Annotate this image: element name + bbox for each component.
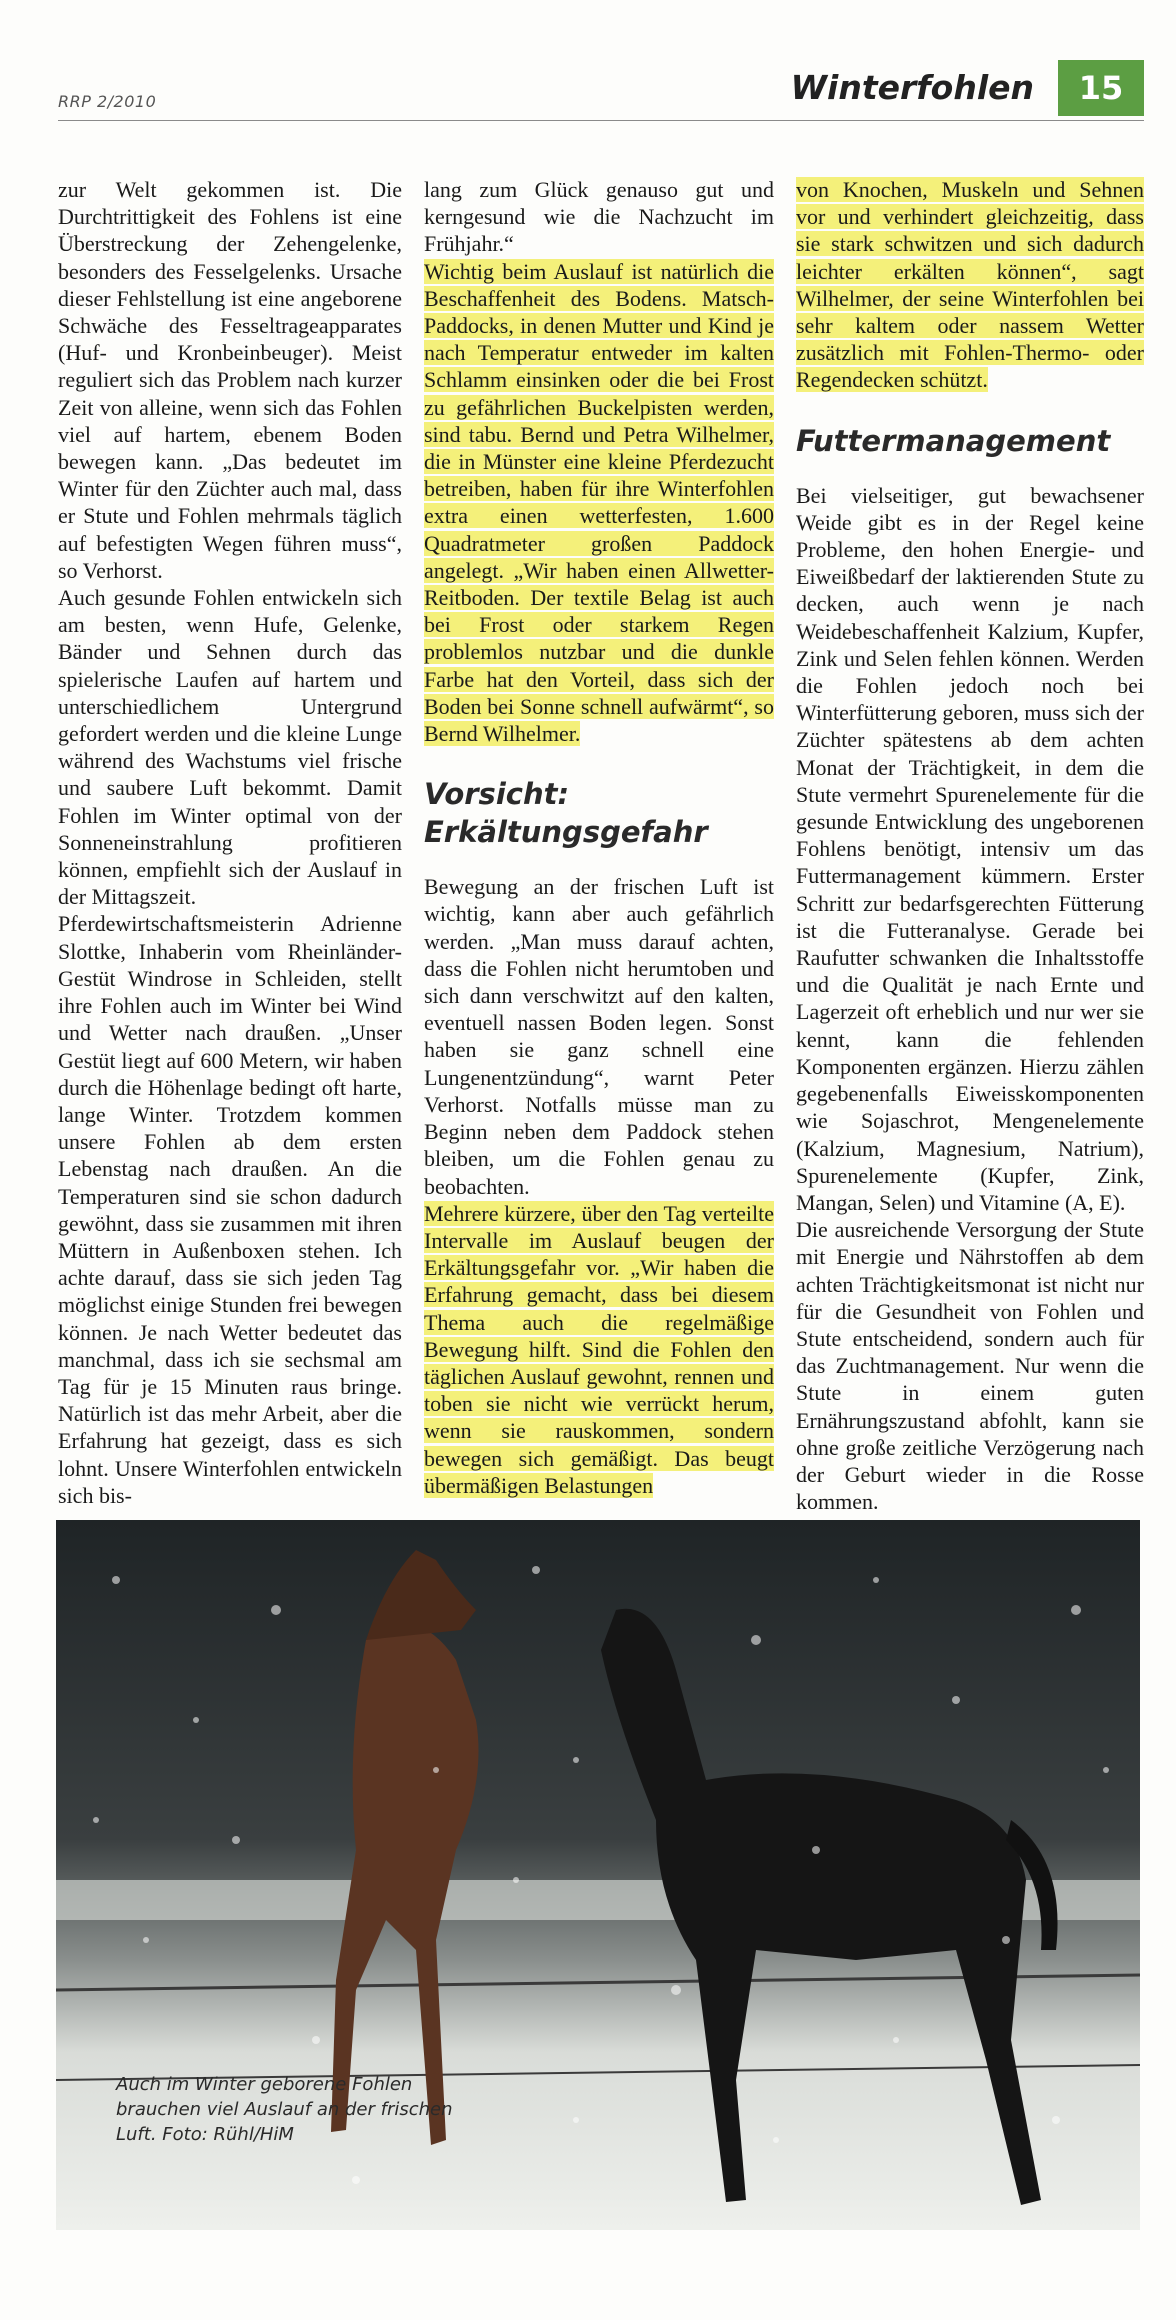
paragraph: Die ausreichende Versorgung der Stute mit Energie und Nährstoffen ab dem achten Trächtigkeitsmonat ist nicht nur für die Gesundheit von Fohlen und Stute entscheidend, sondern auch für das Zuchtmanagement. Nur wenn die Stute in einem guten Ernährungszustand abfohlt, kann sie ohne große zeitliche Verzögerung nach der Geburt wieder in die Rosse kommen.: [796, 1217, 1144, 1515]
paragraph: Auch gesunde Fohlen entwickeln sich am besten, wenn Hufe, Gelenke, Bänder und Sehnen durch das spielerische Laufen auf hartem und unterschiedlichem Untergrund gefordert werden und die kleine Lunge während des Wachstums viel frische und saubere Luft bekommt. Damit Fohlen im Winter optimal von der Sonneneinstrahlung profitieren können, empfiehlt sich der Auslauf in der Mittagszeit.: [58, 585, 402, 910]
photo-foals-in-snow: [56, 1520, 1140, 2230]
page-number-badge: 15: [1058, 60, 1144, 116]
page-header: [58, 60, 1144, 121]
highlighted-text: Wichtig beim Auslauf ist natürlich die Beschaffenheit des Bodens. Matsch-Paddocks, in denen Mutter und Kind je nach Temperatur entweder im kalten Schlamm einsinken oder die bei Frost zu gefährlichen Buckelpisten werden, sind tabu. Bernd und Petra Wilhelmer, die in Münster eine kleine Pferdezucht betreiben, haben für ihre Winterfohlen extra einen wetterfesten, 1.600 Quadratmeter großen Paddock angelegt. „Wir haben einen Allwetter-Reitboden. Der textile Belag ist auch bei Frost oder starkem Regen problemlos nutzbar und die dunkle Farbe hat den Vorteil, dass sich der Boden bei Sonne schnell aufwärmt“, so Bernd Wilhelmer.: [424, 258, 774, 747]
paragraph-text: lang zum Glück genauso gut und kerngesund wie die Nachzucht im Frühjahr.“: [424, 177, 774, 257]
paragraph: zur Welt gekommen ist. Die Durchtrittigkeit des Fohlens ist eine Überstreckung der Zehengelenke, besonders des Fesselgelenks. Ursache dieser Fehlstellung ist eine angeborene Schwäche des Fesseltrageapparates (Huf- und Kronbeinbeuger). Meist reguliert sich das Problem nach kurzer Zeit von alleine, wenn sich das Fohlen viel auf hartem, ebenem Boden bewegen kann. „Das bedeutet im Winter für den Züchter auch mal, dass er Stute und Fohlen mehrmals täglich auf befestigten Wegen führen muss“, so Verhorst.: [58, 177, 402, 583]
text-column-2: [424, 176, 774, 1499]
paragraph: Bewegung an der frischen Luft ist wichtig, kann aber auch gefährlich werden. „Man muss darauf achten, dass die Fohlen nicht herumtoben und sich dann verschwitzt auf den kalten, eventuell nassen Boden legen. Sonst haben sie ganz schnell eine Lungenentzündung“, warnt Peter Verhorst. Notfalls müsse man zu Beginn neben dem Paddock stehen bleiben, um die Fohlen genau zu beobachten.: [424, 874, 774, 1199]
highlighted-text: Mehrere kürzere, über den Tag verteilte Intervalle im Auslauf beugen der Erkältungsgefahr vor. „Wir haben die Erfahrung gemacht, dass bei diesem Thema auch die regelmäßige Bewegung hilft. Sind die Fohlen den täglichen Auslauf gewohnt, rennen und toben sie nicht wie verrückt herum, wenn sie rauskommen, sondern bewegen sich gemäßigt. Das beugt übermäßigen Belastungen: [424, 1200, 774, 1498]
issue-label: RRP 2/2010: [58, 92, 157, 111]
paragraph: Pferdewirtschaftsmeisterin Adrienne Slottke, Inhaberin vom Rheinländer-Gestüt Windrose in Schleiden, stellt ihre Fohlen auch im Winter bei Wind und Wetter nach draußen. „Unser Gestüt liegt auf 600 Metern, wir haben durch die Höhenlage bedingt oft harte, lange Winter. Trotzdem kommen unsere Fohlen ab dem ersten Lebenstag nach draußen. An die Temperaturen sind sie schon dadurch gewöhnt, dass sie zusammen mit ihren Müttern in Außenboxen stehen. Ich achte darauf, dass sie sich jeden Tag möglichst einige Stunden frei bewegen können. Je nach Wetter bedeutet das manchmal, dass ich sie sechsmal am Tag für je 15 Minuten raus bringe. Natürlich ist das mehr Arbeit, aber die Erfahrung hat gezeigt, dass es sich lohnt. Unsere Winterfohlen entwickeln sich bis-: [58, 911, 402, 1508]
paragraph: [424, 258, 774, 748]
paragraph: [424, 1200, 774, 1499]
photo-caption: Auch im Winter geborene Fohlen brauchen viel Auslauf an der frischen Luft. Foto: Rühl/HiM: [116, 2074, 453, 2145]
highlighted-text: von Knochen, Muskeln und Sehnen vor und verhindert gleichzeitig, dass sie stark schwitzen und sich dadurch leichter erkälten können“, sagt Wilhelmer, der seine Winterfohlen bei sehr kaltem oder nassem Wetter zusätzlich mit Fohlen-Thermo- oder Regendecken schützt.: [796, 177, 1144, 393]
paragraph: [424, 176, 774, 258]
subheading-erkaeltungsgefahr: Vorsicht: Erkältungsgefahr: [424, 777, 708, 850]
text-column-1: [58, 176, 402, 1509]
subheading-futtermanagement: Futtermanagement: [796, 423, 1111, 458]
section-title: Winterfohlen: [790, 68, 1034, 107]
paragraph: Bei vielseitiger, gut bewachsener Weide gibt es in der Regel keine Probleme, den hohen Energie- und Eiweißbedarf der laktierenden Stute zu decken, auch wenn je nach Weidebeschaffenheit Kalzium, Kupfer, Zink und Selen fehlen können. Werden die Fohlen jedoch noch bei Winterfütterung geboren, muss sich der Züchter spätestens ab dem achten Monat der Trächtigkeit, in dem die Stute vermehrt Spurenelemente für die gesunde Entwicklung des ungeborenen Fohlens benötigt, intensiv um das Futtermanagement kümmern. Erster Schritt zur bedarfsgerechten Fütterung ist die Futteranalyse. Gerade bei Raufutter schwanken die Inhaltsstoffe und die Qualität je nach Ernte und Lagerzeit oft erheblich und nur wer sie kennt, kann die fehlenden Komponenten ergänzen. Hierzu zählen gegebenenfalls Eiweisskomponenten wie Sojaschrot, Mengenelemente (Kalzium, Magnesium, Natrium), Spurenelemente (Kupfer, Zink, Mangan, Selen) und Vitamine (A, E).: [796, 482, 1144, 1215]
text-column-3: [796, 176, 1144, 1515]
paragraph: [796, 176, 1144, 394]
